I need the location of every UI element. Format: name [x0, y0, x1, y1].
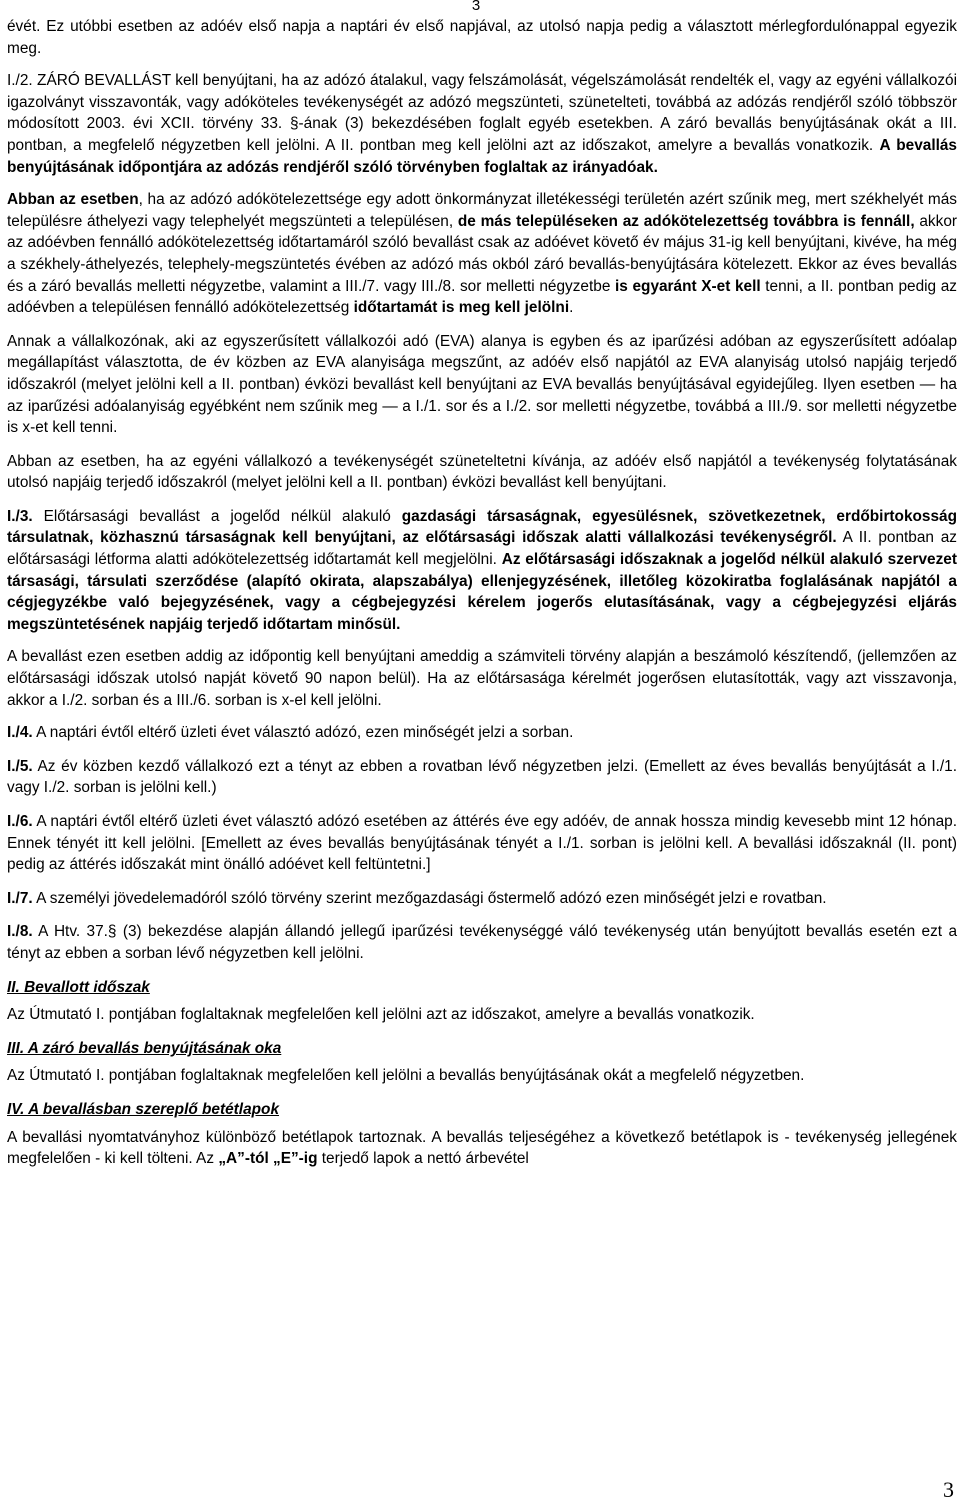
paragraph-eva-case: Annak a vállalkozónak, aki az egyszerűsített vállalkozói adó (EVA) alanya is egyben és az iparűzési adóban az egyszerűsített adóalap megállapítást választotta, de év közben az EVA alanyisága megszűnt, az adóév első napjától az EVA alanyiság utolsó napjáig terjedő időszakról (melyet jelölni kell a II. pontban) évközi bevallást kell benyújtani az EVA bevallás benyújtásával egyidejűleg. Ilyen esetben — ha az iparűzési adóalanyiság egyébként nem szűnik meg — a I./1. sor és a I./2. sor melletti négyzetbe, továbbá a III./9. sor melletti négyzetbe is x-et kell tenni. — [7, 332, 957, 437]
paragraph-item-1-6: I./6. A naptári évtől eltérő üzleti évet választó adózó esetében az áttérés éve egy adóév, de annak hossza mindig kevesebb mint 12 hónap. Ennek tényét itt kell jelölni. [Emellett az éves bevallás benyújtásának tényét a I./1. sorban is jelölni kell. A bevallási időszaknál (II. pont) pedig az áttérés időszakát mint önálló adóévet kell feltüntetni.] — [7, 813, 957, 874]
paragraph-section-ii: Az Útmutató I. pontjában foglaltaknak megfelelően kell jelölni azt az időszakot, amelyre a bevallás vonatkozik. — [7, 1006, 755, 1024]
page-number-bottom: 3 — [943, 1477, 954, 1502]
paragraph-section-iv: A bevallási nyomtatványhoz különböző betétlapok tartoznak. A bevallás teljeségéhez a következő betétlapok is - tevékenység jellegének megfelelően - ki kell tölteni. Az „A”-tól „E”-ig terjedő lapok a nettó árbevétel — [7, 1128, 957, 1168]
paragraph-item-1-8: I./8. A Htv. 37.§ (3) bekezdése alapján állandó jellegű iparűzési tevékenységgé váló tevékenység után benyújtott bevallás esetén ezt a tényt az ebben a sorban lévő négyzetben kell jelölni. — [7, 923, 957, 962]
paragraph-item-1-7: I./7. A személyi jövedelemadóról szóló törvény szerint mezőgazdasági őstermelő adózó ezen minőségét jelzi e rovatban. — [7, 889, 827, 907]
paragraph-section-iii: Az Útmutató I. pontjában foglaltaknak megfelelően kell jelölni a bevallás benyújtásának okát a megfelelő négyzetben. — [7, 1067, 805, 1085]
section-heading-iii: III. A záró bevallás benyújtásának oka — [7, 1039, 282, 1057]
section-heading-iv: IV. A bevallásban szereplő betétlapok — [7, 1100, 280, 1118]
paragraph-closing-return: I./2. ZÁRÓ BEVALLÁST kell benyújtani, ha az adózó átalakul, vagy felszámolását, végelszámolását rendelték el, vagy az egyéni vállalkozói igazolványt visszavonták, vagy adóköteles tevékenységét az adózó megszünteti, szünetelteti, továbbá az adózás rendjéről szóló többször módosított 2003. évi XCII. törvény 33. §-ának (3) bekezdésében foglalt egyéb esetekben. A záró bevallás benyújtásának okát a III. pontban, a megfelelő négyzetben kell jelölni. A II. pontban meg kell jelölni azt az időszakot, amelyre a bevallás vonatkozik. A bevallás benyújtásának időpontjára az adózás rendjéről szóló törvényben foglaltak az irányadóak. — [7, 72, 957, 176]
paragraph-item-1-5: I./5. Az év közben kezdő vállalkozó ezt a tényt az ebben a rovatban lévő négyzetben jelzi. (Emellett az éves bevallás benyújtását a I./1. vagy I./2. sorban is jelölni kell.) — [7, 757, 957, 797]
paragraph-item-1-4: I./4. A naptári évtől eltérő üzleti évet választó adózó, ezen minőségét jelzi a sorban. — [7, 724, 574, 742]
paragraph-pre-company-return: I./3. Előtársasági bevallást a jogelőd nélkül alakuló gazdasági társaságnak, egyesülésnek, szövetkezetnek, erdőbirtokosság társulatnak, közhasznú társaságnak kell benyújtani, az előtársasági időszak alatti vállalkozási tevékenységről. A II. pontban az előtársasági létforma alatti adókötelezettség időtartamát kell megjelölni. Az előtársasági időszaknak a jogelőd nélkül alakuló szervezet társasági, társulati szerződése (alapító okirata, alapszabálya) ellenjegyzésének, illetőleg közokiratba foglalásának napjától a cégjegyzékbe való bejegyzésének, vagy a cégbejegyzési kérelem jogerős elutasításának, vagy a cégbejegyzési eljárás megszüntetésének napjáig terjedő időtartam minősül. — [7, 507, 957, 633]
section-heading-ii: II. Bevallott időszak — [7, 978, 150, 996]
paragraph-suspension-case: Abban az esetben, ha az egyéni vállalkozó a tevékenységét szüneteltetni kívánja, az adóév első napjától a tevékenység folytatásának utolsó napjáig terjedő időszakról (melyet jelölni kell a II. pontban) évközi bevallást kell benyújtani. — [7, 452, 957, 492]
page-number-top: 3 — [471, 0, 481, 14]
paragraph-pre-company-deadline: A bevallást ezen esetben addig az időpontig kell benyújtani ameddig a számviteli törvény alapján a beszámoló készítendő, (jellemzően az előtársasági időszak utolsó napját követő 90 napon belül). Ha az előtársasága kérelmét jogerősen elutasították, vagy azt visszavonja, akkor a I./2. sorban és a III./6. sorban is x-el kell jelölni. — [7, 648, 957, 709]
document-body — [7, 16, 957, 1182]
paragraph-relocation-case: Abban az esetben, ha az adózó adókötelezettsége egy adott önkormányzat illetékességi területén azért szűnik meg, mert székhelyét más településre áthelyezi vagy telephelyét megszünteti a településen, de más településeken az adókötelezettség továbbra is fennáll, akkor az adóévben fennálló adókötelezettség időtartamáról szóló bevallást csak az adóévet követő év május 31-ig kell benyújtani, kivéve, ha még a székhely-áthelyezés, telephely-megszüntetés évében az adózó más okból záró bevallás-benyújtására kötelezett. Ekkor az éves bevallás és a záró bevallás melletti négyzetbe, valamint a III./7. vagy III./8. sor melletti négyzetbe is egyaránt X-et kell tenni, a II. pontban pedig az adóévben a településen fennálló adókötelezettség időtartamát is meg kell jelölni. — [7, 191, 958, 317]
paragraph-continuation: évét. Ez utóbbi esetben az adóév első napja a naptári év első napjával, az utolsó napja pedig a választott mérlegfordulónappal egyezik meg. — [7, 18, 957, 57]
